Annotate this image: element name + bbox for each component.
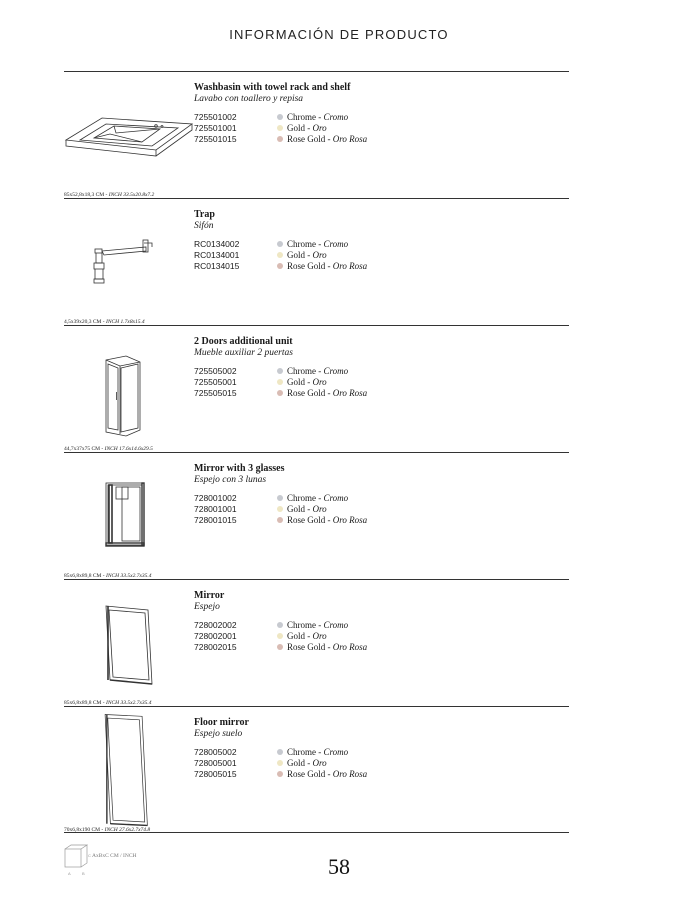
finish-label [287, 515, 367, 526]
finish-swatch [277, 368, 283, 374]
product-code: 725501015 [194, 134, 237, 144]
finish-name: Chrome - [287, 112, 324, 122]
finish-swatch [277, 506, 283, 512]
finish-label [287, 747, 348, 758]
finish-swatch [277, 644, 283, 650]
dimensions-cm: 85x6,8x89,8 CM - [64, 573, 107, 579]
finish-swatch [277, 622, 283, 628]
finish-name-es: Cromo [323, 620, 349, 630]
variant-list [194, 366, 554, 399]
finish-label [287, 366, 348, 377]
variant-row [194, 239, 554, 250]
variant-list [194, 493, 554, 526]
dimensions-inch: INCH 27.6x2.7x74.8 [104, 827, 151, 833]
variant-row [194, 631, 554, 642]
variant-row [194, 388, 554, 399]
finish-name: Gold - [287, 377, 313, 387]
variant-list [194, 620, 554, 653]
finish-name: Rose Gold - [287, 261, 333, 271]
finish-name: Rose Gold - [287, 769, 333, 779]
product-title: Trap [194, 209, 215, 220]
product-code: 728005002 [194, 747, 237, 757]
finish-label [287, 631, 327, 642]
product-code: 728005015 [194, 769, 237, 779]
product-title: 2 Doors additional unit [194, 336, 293, 347]
product-subtitle: Espejo con 3 lunas [194, 475, 267, 485]
mirror-3-glasses-icon [64, 461, 192, 567]
dimensions-inch: INCH 33.5x2.7x35.4 [106, 573, 152, 579]
finish-label [287, 250, 327, 261]
dimensions-cm: 85x52,8x18,3 CM - [64, 192, 109, 198]
finish-name: Gold - [287, 123, 313, 133]
product-section [64, 325, 569, 453]
product-code: 728002001 [194, 631, 237, 641]
product-info [194, 209, 554, 272]
finish-swatch [277, 114, 283, 120]
finish-name: Rose Gold - [287, 642, 333, 652]
finish-name-es: Oro Rosa [332, 642, 368, 652]
product-code: 728002002 [194, 620, 237, 630]
variant-list [194, 239, 554, 272]
finish-label [287, 493, 348, 504]
finish-name: Chrome - [287, 239, 324, 249]
product-code: 728001015 [194, 515, 237, 525]
dimensions-cm: 4,5x39x20,3 CM - [64, 319, 107, 325]
variant-row [194, 493, 554, 504]
finish-swatch [277, 136, 283, 142]
finish-name: Gold - [287, 504, 313, 514]
finish-name-es: Oro Rosa [332, 515, 368, 525]
finish-label [287, 112, 348, 123]
product-section [64, 706, 569, 834]
variant-row [194, 366, 554, 377]
finish-swatch [277, 749, 283, 755]
finish-label [287, 123, 327, 134]
floor-mirror-icon [64, 711, 192, 829]
product-subtitle: Mueble auxiliar 2 puertas [194, 348, 293, 358]
product-code: 728005001 [194, 758, 237, 768]
finish-name-es: Cromo [323, 239, 349, 249]
product-info [194, 463, 554, 526]
product-title: Mirror with 3 glasses [194, 463, 285, 474]
variant-row [194, 642, 554, 653]
finish-swatch [277, 760, 283, 766]
finish-name: Chrome - [287, 366, 324, 376]
finish-name-es: Oro [312, 250, 327, 260]
product-code: 725505001 [194, 377, 237, 387]
finish-swatch [277, 263, 283, 269]
dimensions-inch: INCH 33.5x2.7x35.4 [106, 700, 152, 706]
product-code: RC0134015 [194, 261, 240, 271]
product-code: 728002015 [194, 642, 237, 652]
svg-text:B: B [82, 871, 85, 876]
variant-row [194, 123, 554, 134]
finish-name: Chrome - [287, 620, 324, 630]
finish-name-es: Cromo [323, 112, 349, 122]
finish-name: Rose Gold - [287, 515, 333, 525]
product-subtitle: Lavabo con toallero y repisa [194, 94, 304, 104]
variant-list [194, 112, 554, 145]
legend-text: AxBxC CM / INCH [92, 853, 137, 859]
product-title: Mirror [194, 590, 225, 601]
product-code: 728001001 [194, 504, 237, 514]
variant-row [194, 112, 554, 123]
finish-label [287, 504, 327, 515]
variant-row [194, 747, 554, 758]
finish-label [287, 620, 348, 631]
trap-icon [64, 207, 192, 313]
mirror-icon [64, 588, 192, 694]
product-subtitle: Espejo [194, 602, 220, 612]
finish-name: Gold - [287, 758, 313, 768]
dimensions-cm: 44,7x37x75 CM - [64, 446, 105, 452]
variant-row [194, 134, 554, 145]
finish-name-es: Cromo [323, 747, 349, 757]
product-code: RC0134001 [194, 250, 240, 260]
product-code: 725501001 [194, 123, 237, 133]
product-code: 728001002 [194, 493, 237, 503]
finish-label [287, 239, 348, 250]
finish-swatch [277, 771, 283, 777]
finish-name-es: Oro Rosa [332, 134, 368, 144]
finish-name: Gold - [287, 250, 313, 260]
variant-row [194, 250, 554, 261]
product-subtitle: Sifón [194, 221, 214, 231]
finish-name-es: Oro [312, 631, 327, 641]
cabinet-icon [64, 334, 192, 440]
product-code: RC0134002 [194, 239, 240, 249]
dimensions-inch: INCH 17.6x14.6x29.5 [104, 446, 153, 452]
product-section [64, 579, 569, 707]
finish-swatch [277, 633, 283, 639]
finish-name: Rose Gold - [287, 388, 333, 398]
product-info [194, 336, 554, 399]
finish-swatch [277, 517, 283, 523]
product-info [194, 590, 554, 653]
finish-name: Gold - [287, 631, 313, 641]
variant-row [194, 261, 554, 272]
product-info [194, 82, 554, 145]
finish-swatch [277, 125, 283, 131]
variant-row [194, 504, 554, 515]
finish-label [287, 134, 367, 145]
finish-swatch [277, 390, 283, 396]
dimensions-cm: 70x6,8x190 CM - [64, 827, 105, 833]
finish-name-es: Cromo [323, 493, 349, 503]
page-header: INFORMACIÓN DE PRODUCTO [229, 27, 449, 42]
product-section [64, 71, 569, 199]
svg-text:A: A [68, 871, 71, 876]
finish-name: Chrome - [287, 493, 324, 503]
variant-list [194, 747, 554, 780]
finish-name: Chrome - [287, 747, 324, 757]
finish-name-es: Oro Rosa [332, 388, 368, 398]
washbasin-icon [64, 80, 192, 186]
finish-label [287, 642, 367, 653]
finish-name-es: Oro [312, 504, 327, 514]
finish-name-es: Cromo [323, 366, 349, 376]
product-code: 725501002 [194, 112, 237, 122]
variant-row [194, 377, 554, 388]
finish-label [287, 758, 327, 769]
variant-row [194, 620, 554, 631]
variant-row [194, 515, 554, 526]
finish-name-es: Oro [312, 758, 327, 768]
variant-row [194, 769, 554, 780]
finish-swatch [277, 252, 283, 258]
product-section [64, 452, 569, 580]
dimensions-inch: INCH 1.7x8x15.4 [106, 319, 145, 325]
finish-swatch [277, 379, 283, 385]
bottom-divider [64, 832, 569, 833]
product-title: Washbasin with towel rack and shelf [194, 82, 351, 93]
svg-text:C: C [88, 853, 91, 858]
product-code: 725505015 [194, 388, 237, 398]
page-number: 58 [328, 854, 350, 879]
product-code: 725505002 [194, 366, 237, 376]
product-subtitle: Espejo suelo [194, 729, 243, 739]
product-title: Floor mirror [194, 717, 249, 728]
finish-label [287, 377, 327, 388]
product-section [64, 198, 569, 326]
finish-label [287, 769, 367, 780]
finish-swatch [277, 495, 283, 501]
finish-name-es: Oro Rosa [332, 769, 368, 779]
finish-label [287, 261, 367, 272]
finish-name-es: Oro [312, 123, 327, 133]
finish-swatch [277, 241, 283, 247]
finish-name-es: Oro Rosa [332, 261, 368, 271]
finish-label [287, 388, 367, 399]
finish-name-es: Oro [312, 377, 327, 387]
dimensions-inch: INCH 33.5x20.8x7.2 [108, 192, 155, 198]
finish-name: Rose Gold - [287, 134, 333, 144]
variant-row [194, 758, 554, 769]
dimensions-cm: 85x6,8x89,8 CM - [64, 700, 107, 706]
product-info [194, 717, 554, 780]
